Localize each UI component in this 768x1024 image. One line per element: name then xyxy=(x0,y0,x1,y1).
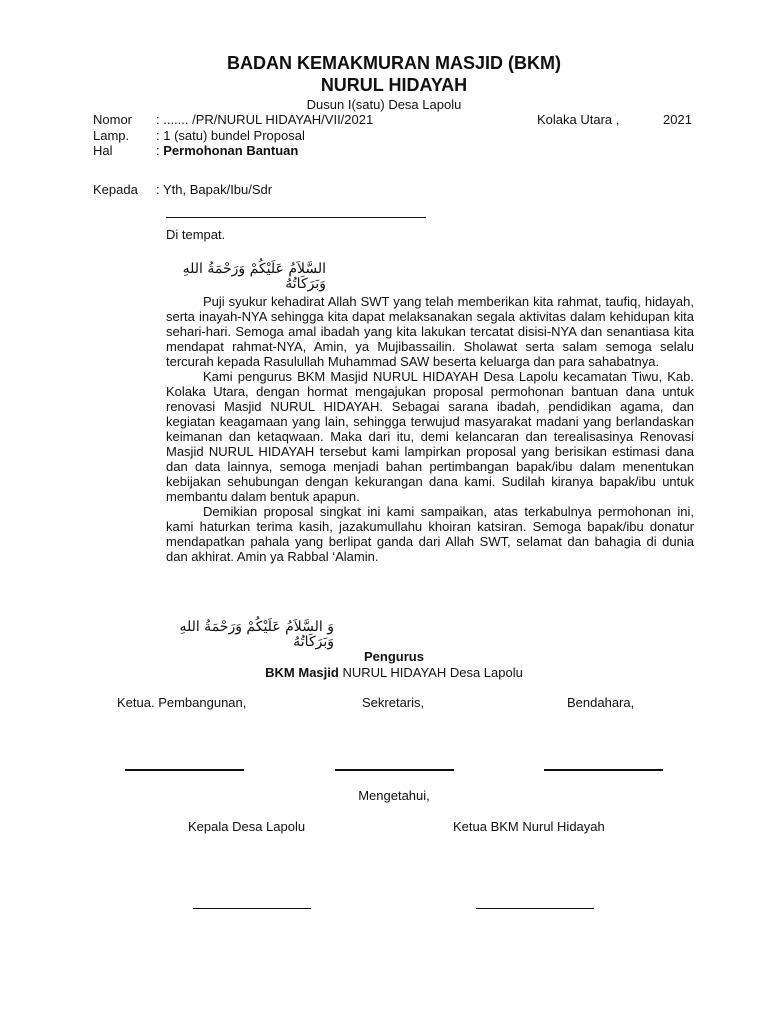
bendahara-label: Bendahara, xyxy=(567,695,635,710)
hal-label: Hal xyxy=(93,143,113,158)
hal-value: Permohonan Bantuan xyxy=(163,143,299,158)
address-line: Dusun I(satu) Desa Lapolu xyxy=(306,97,462,112)
nomor-value: : ....... /PR/NURUL HIDAYAH/VII/2021 xyxy=(156,112,374,127)
lamp-value: : 1 (satu) bundel Proposal xyxy=(156,128,305,143)
body-paragraph-3: Demikian proposal singkat ini kami sampaikan, atas terkabulnya permohonan ini, kami haturkan terima kasih, jazakumullahu khoiran katsiran. Semoga bapak/ibu donatur mendapatkan pahala yang berlipat ganda dari Allah SWT, selamat dan bahagia di dunia dan akhirat. Amin ya Rabbal ‘Alamin. xyxy=(166,504,694,564)
signature-line-ketua-pembangunan xyxy=(125,769,244,771)
bkm-line xyxy=(0,665,768,680)
signature-line-bendahara xyxy=(544,769,663,771)
hal-value-row xyxy=(156,143,298,158)
ketua-pembangunan-label: Ketua. Pembangunan, xyxy=(117,695,247,710)
bkm-masjid-name: NURUL HIDAYAH Desa Lapolu xyxy=(338,665,523,680)
mengetahui-label: Mengetahui, xyxy=(358,788,430,803)
signature-line-ketua-bkm xyxy=(476,908,594,909)
letter-year: 2021 xyxy=(663,112,692,127)
kepada-value: : Yth, Bapak/Ibu/Sdr xyxy=(156,182,273,197)
body-paragraph-1: Puji syukur kehadirat Allah SWT yang telah memberikan kita rahmat, taufiq, hidayah, serta inayah-NYA sehingga kita dapat melaksanakan segala aktivitas dalam kehidupan kita sehari-hari. Semoga amal ibadah yang kita lakukan tercatat disisi-NYA dan senantiasa kita mendapat rahmat-NYA, Amin, ya Mujibassailin. Sholawat serta salam semoga selalu tercurah kepada Rasulullah Muhammad SAW beserta keluarga dan para sahabatnya. xyxy=(166,294,694,369)
masjid-title: NURUL HIDAYAH xyxy=(320,75,468,95)
kepala-desa-label: Kepala Desa Lapolu xyxy=(188,819,306,834)
signature-line-kepala-desa xyxy=(193,908,311,909)
kepada-label: Kepada xyxy=(93,182,138,197)
org-title: BADAN KEMAKMURAN MASJID (BKM) xyxy=(227,53,561,73)
body-paragraph-2: Kami pengurus BKM Masjid NURUL HIDAYAH Desa Lapolu kecamatan Tiwu, Kab. Kolaka Utara, dengan hormat mengajukan proposal permohonan bantuan dana untuk renovasi Masjid NURUL HIDAYAH. Sebagai sarana ibadah, pendidikan agama, dan kegiatan keagamaan yang lain, sehingga terwujud masyarakat madani yang berlandaskan keimanan dan ketaqwaan. Maka dari itu, demi kelancaran dan terealisasinya Renovasi Masjid NURUL HIDAYAH tersebut kami lampirkan proposal yang berisikan estimasi dana dan data lainnya, semoga menjadi bahan pertimbangan bapak/ibu dalam menentukan kebijakan sehubungan dengan kekurangan dana kami. Sudilah kiranya bapak/ibu untuk membantu dalam bentuk apapun. xyxy=(166,369,694,504)
signature-line-sekretaris xyxy=(335,769,454,771)
bkm-masjid-label: BKM Masjid xyxy=(265,665,339,680)
pengurus-heading: Pengurus xyxy=(364,649,424,664)
greeting-close: وَ السَّلاَمُ عَلَيْكُمْ وَرَحْمَةُ اللهِ وَبَرَكَاتُهُ xyxy=(179,619,334,650)
greeting-open: السَّلاَمُ عَلَيْكُمْ وَرَحْمَةُ اللهِ وَبَرَكَاتُهُ xyxy=(182,261,326,292)
letter-place: Kolaka Utara , xyxy=(537,112,620,127)
nomor-label: Nomor xyxy=(93,112,133,127)
hal-colon: : xyxy=(156,143,160,158)
ketua-bkm-label: Ketua BKM Nurul Hidayah xyxy=(453,819,605,834)
di-tempat: Di tempat. xyxy=(166,227,226,242)
sekretaris-label: Sekretaris, xyxy=(362,695,425,710)
letter-body xyxy=(166,294,694,564)
lamp-label: Lamp. xyxy=(93,128,130,143)
recipient-blank-line xyxy=(166,217,426,218)
